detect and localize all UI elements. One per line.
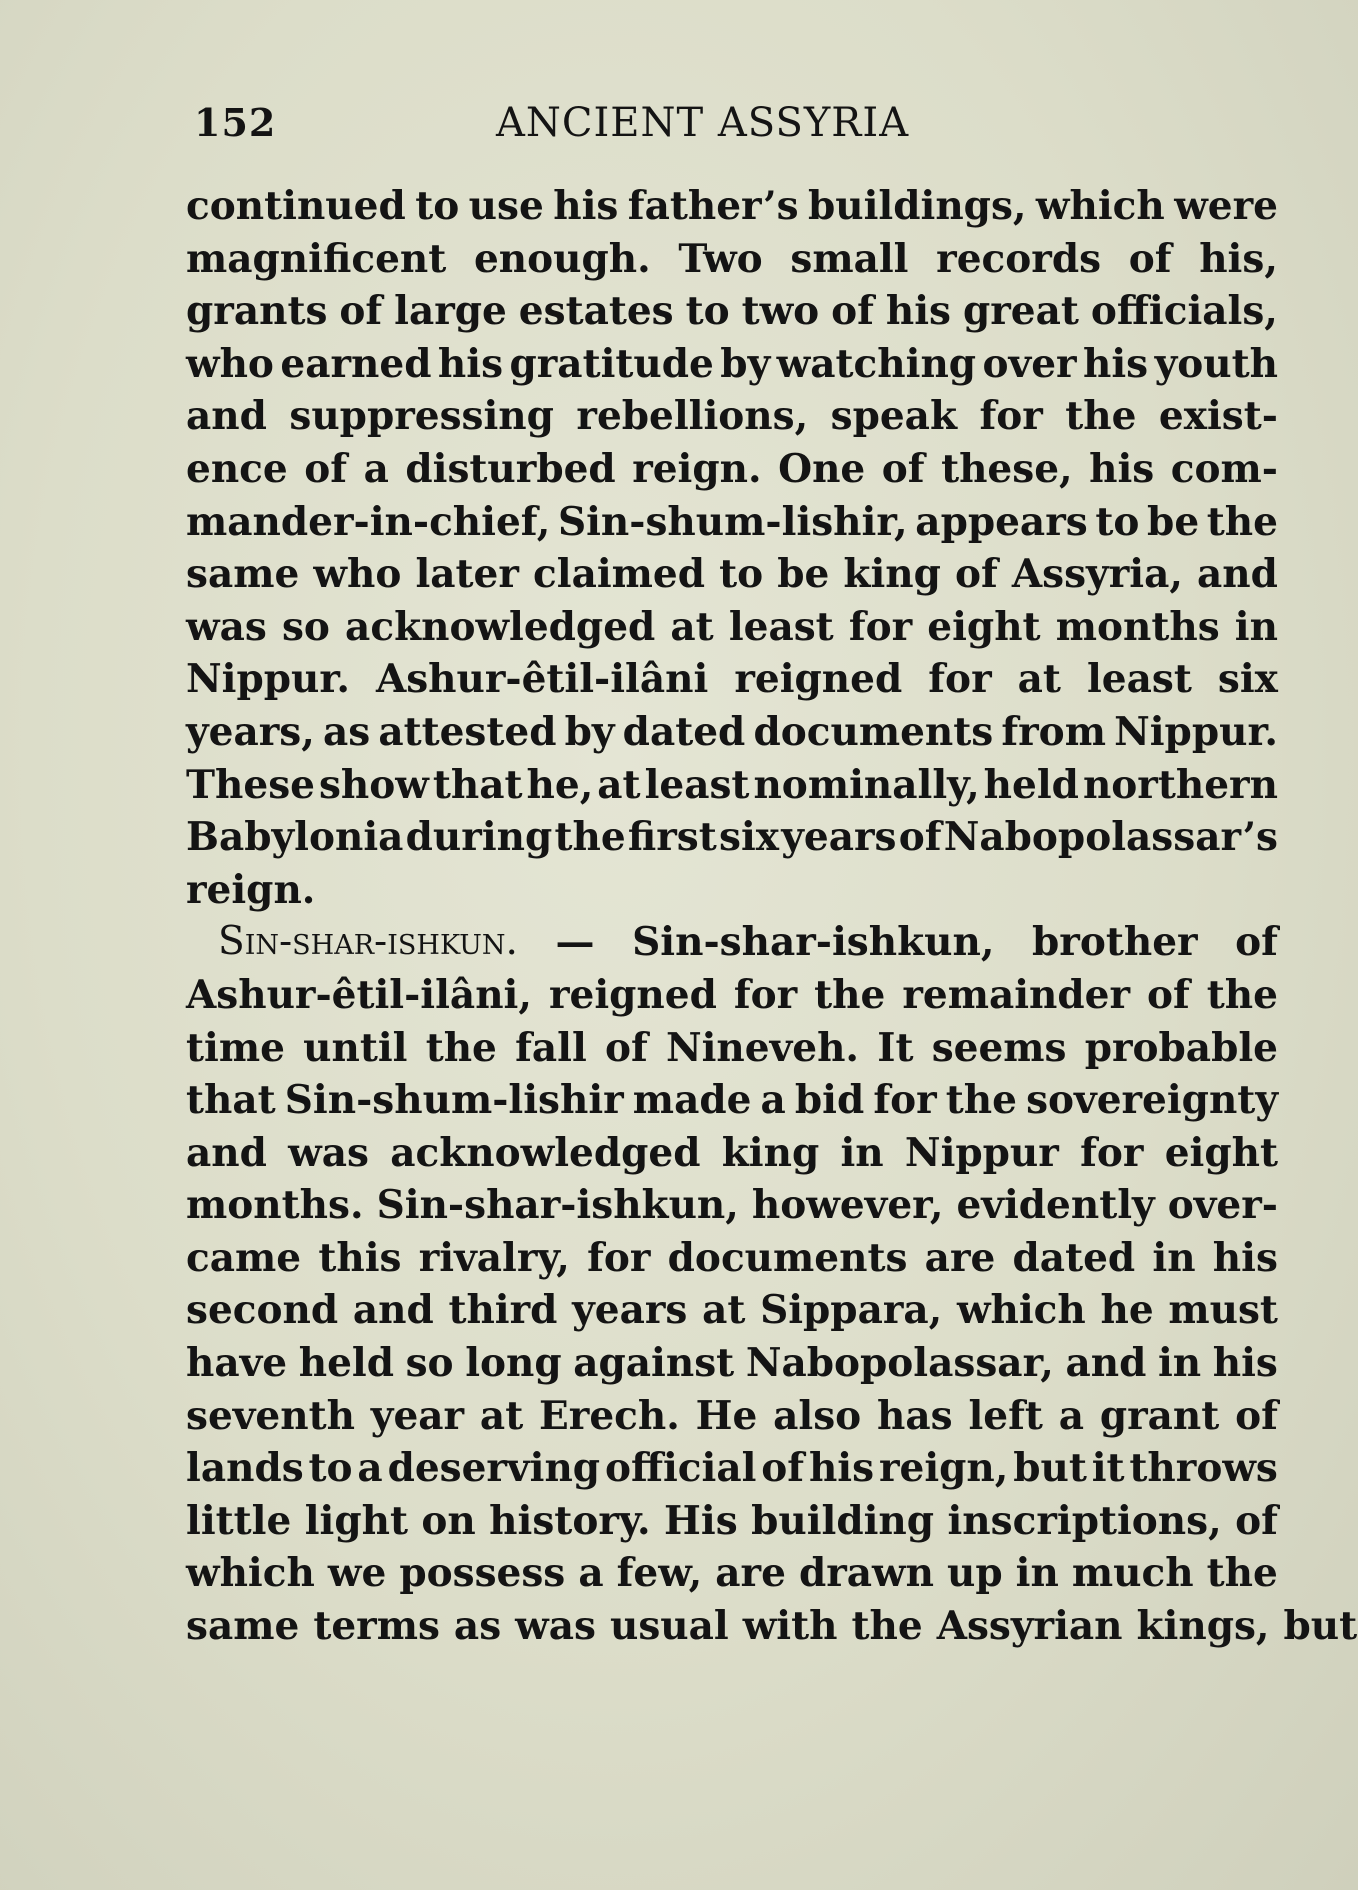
- word: but: [1013, 1445, 1087, 1492]
- word: during: [405, 814, 553, 861]
- word: in: [1157, 1340, 1202, 1387]
- word: his: [437, 340, 504, 387]
- word: earned: [280, 340, 432, 387]
- word: this: [318, 1234, 402, 1281]
- text-line: [186, 1547, 1278, 1600]
- text-line: [186, 496, 1278, 549]
- word: which: [1035, 183, 1165, 229]
- word: bid: [794, 1077, 865, 1124]
- word: his: [1212, 1234, 1278, 1281]
- word: these,: [941, 445, 1073, 492]
- word: he,: [526, 761, 594, 808]
- word: a: [760, 1077, 786, 1124]
- word: Nineveh.: [665, 1024, 860, 1071]
- word: official: [604, 1445, 757, 1492]
- word: of: [1128, 235, 1172, 282]
- word: reign.: [186, 866, 316, 913]
- word: least: [644, 761, 750, 808]
- word: His: [664, 1497, 738, 1544]
- word: his: [808, 1445, 875, 1492]
- word: Two: [678, 235, 763, 282]
- word: of: [761, 1445, 805, 1492]
- word: must: [1168, 1287, 1278, 1334]
- word: dated: [622, 708, 746, 755]
- word: Assyria,: [1011, 551, 1183, 598]
- word: enough.: [473, 235, 651, 282]
- word: are: [924, 1234, 996, 1281]
- word: were: [1174, 183, 1278, 229]
- word: claimed: [533, 551, 706, 598]
- word: same: [186, 1603, 300, 1650]
- word: with: [742, 1603, 838, 1650]
- word: king: [721, 1129, 820, 1176]
- word: brother: [1032, 919, 1198, 966]
- word: evidently: [956, 1182, 1155, 1229]
- word: of: [604, 1024, 648, 1071]
- word: six: [719, 814, 780, 861]
- word: the: [425, 1024, 497, 1071]
- word: his: [553, 183, 619, 229]
- text-line: [186, 864, 1278, 917]
- word: in: [840, 1129, 884, 1176]
- word: a: [357, 1445, 383, 1492]
- word: as: [453, 1603, 502, 1650]
- word: least: [1086, 656, 1192, 703]
- word: a: [1058, 1392, 1084, 1439]
- text-line: [186, 1127, 1278, 1180]
- word: acknowledged: [390, 1129, 701, 1176]
- word: it: [1091, 1445, 1125, 1492]
- word: year: [370, 1392, 465, 1439]
- word: king: [843, 551, 941, 598]
- word: from: [1001, 708, 1106, 755]
- word: the: [1206, 498, 1278, 545]
- word: the: [814, 971, 886, 1018]
- word: These: [186, 761, 315, 808]
- word: the: [1206, 1550, 1278, 1597]
- word: gratitude: [509, 340, 714, 387]
- word: for: [928, 656, 992, 703]
- word: ence: [186, 445, 288, 492]
- word: Ashur-êtil-ilâni: [375, 656, 709, 703]
- word: so: [281, 603, 330, 650]
- word: against: [573, 1340, 735, 1387]
- word: youth: [1154, 340, 1278, 387]
- word: for: [733, 971, 798, 1018]
- word: his: [1212, 1340, 1278, 1387]
- word: two: [741, 288, 820, 335]
- text-line: [186, 1232, 1278, 1285]
- word: to: [1095, 498, 1140, 545]
- text-line: [186, 1022, 1278, 1075]
- word: left: [968, 1392, 1043, 1439]
- word: buildings,: [807, 183, 1027, 229]
- word: later: [415, 551, 519, 598]
- word: months: [1055, 603, 1220, 650]
- word: in: [1015, 1550, 1059, 1597]
- text-line: [186, 390, 1278, 443]
- word: over: [982, 340, 1077, 387]
- word: reigned: [548, 971, 717, 1018]
- word: of: [898, 814, 942, 861]
- text-line: [186, 338, 1278, 391]
- word: but: [1283, 1603, 1358, 1650]
- word: Sippara,: [760, 1287, 943, 1334]
- word: the: [945, 1077, 1017, 1124]
- word: Assyrian: [936, 1603, 1123, 1650]
- word: up: [947, 1550, 1003, 1597]
- word: by: [564, 708, 615, 755]
- word: Sin-shar-ishkun,: [632, 919, 995, 966]
- word: Sin-shar-ishkun,: [376, 1182, 739, 1229]
- word: reigned: [734, 656, 903, 703]
- word: Sin-shum-lishir: [284, 1077, 624, 1124]
- word: a: [363, 445, 389, 492]
- word: his: [885, 288, 952, 335]
- word: little: [186, 1497, 292, 1544]
- word: acknowledged: [345, 603, 656, 650]
- word: be: [1147, 498, 1200, 545]
- word: attested: [378, 708, 557, 755]
- word: his: [1089, 445, 1155, 492]
- word: reign.: [632, 445, 762, 492]
- word: for: [848, 603, 913, 650]
- word: who: [313, 551, 402, 598]
- word: show: [318, 761, 429, 808]
- word: small: [790, 235, 909, 282]
- word: use: [468, 183, 544, 229]
- word: years,: [186, 708, 315, 755]
- word: Sin-shum-lishir,: [557, 498, 908, 545]
- word: light: [304, 1497, 408, 1544]
- word: of: [1235, 919, 1278, 966]
- word: seems: [931, 1024, 1067, 1071]
- word: same: [186, 551, 300, 598]
- word: long: [465, 1340, 562, 1387]
- word: Nabopolassar’s: [943, 814, 1278, 861]
- word: and: [352, 1287, 434, 1334]
- text-line: [186, 1074, 1278, 1127]
- word: in: [1234, 603, 1278, 650]
- word: documents: [667, 1234, 908, 1281]
- word: over-: [1167, 1182, 1278, 1229]
- word: we: [327, 1550, 387, 1597]
- word: for: [587, 1234, 651, 1281]
- word: documents: [753, 708, 994, 755]
- text-line: [186, 916, 1278, 969]
- word: grants: [186, 288, 328, 335]
- word: and: [1065, 1340, 1147, 1387]
- word: he: [1100, 1287, 1154, 1334]
- text-line: [186, 653, 1278, 706]
- word: was: [515, 1603, 596, 1650]
- text-line: [186, 706, 1278, 759]
- text-line: [186, 180, 1278, 233]
- word: the: [1065, 393, 1137, 440]
- word: was: [288, 1129, 369, 1176]
- text-line: [186, 1495, 1278, 1548]
- word: years: [781, 814, 897, 861]
- word: com-: [1170, 445, 1278, 492]
- word: however,: [751, 1182, 944, 1229]
- word: It: [877, 1024, 914, 1071]
- word: and: [186, 1129, 267, 1176]
- word: watching: [776, 340, 977, 387]
- word: of: [881, 445, 925, 492]
- word: history.: [489, 1497, 651, 1544]
- word: at: [479, 1392, 524, 1439]
- word: was: [186, 603, 267, 650]
- word: rivalry,: [418, 1234, 570, 1281]
- word: held: [983, 761, 1079, 808]
- word: lands: [186, 1445, 304, 1492]
- word: are: [715, 1550, 786, 1597]
- word: six: [1217, 656, 1278, 703]
- word: to: [685, 288, 730, 335]
- word: dated: [1012, 1234, 1136, 1281]
- word: usual: [609, 1603, 729, 1650]
- word: Nippur: [904, 1129, 1059, 1176]
- text-line: [186, 233, 1278, 286]
- word: deserving: [387, 1445, 601, 1492]
- word: Sin-shar-ishkun.: [218, 919, 518, 965]
- word: of: [831, 288, 874, 335]
- word: have: [186, 1340, 288, 1387]
- word: continued: [186, 183, 406, 229]
- word: his,: [1199, 235, 1278, 282]
- page-number: 152: [194, 100, 277, 145]
- word: to: [308, 1445, 353, 1492]
- word: months.: [186, 1182, 364, 1229]
- word: and: [1197, 551, 1278, 598]
- word: least: [728, 603, 834, 650]
- word: as: [322, 708, 371, 755]
- text-line: [186, 759, 1278, 812]
- text-line: [186, 969, 1278, 1022]
- word: the: [851, 1603, 923, 1650]
- word: his: [1083, 340, 1149, 387]
- word: few,: [616, 1550, 703, 1597]
- word: sovereignty: [1026, 1077, 1278, 1124]
- word: nominally,: [753, 761, 980, 808]
- word: made: [632, 1077, 752, 1124]
- word: large: [394, 288, 507, 335]
- word: —: [555, 919, 595, 966]
- text-line: [186, 1284, 1278, 1337]
- word: at: [1017, 656, 1061, 703]
- word: possess: [399, 1550, 566, 1597]
- word: the: [1206, 971, 1278, 1018]
- running-title: ANCIENT ASSYRIA: [496, 100, 910, 146]
- word: has: [877, 1392, 953, 1439]
- word: drawn: [798, 1550, 934, 1597]
- word: and: [186, 393, 267, 440]
- word: of: [954, 551, 998, 598]
- word: years: [572, 1287, 688, 1334]
- word: eight: [927, 603, 1041, 650]
- word: by: [720, 340, 771, 387]
- word: remainder: [902, 971, 1131, 1018]
- word: Nabopolassar,: [745, 1340, 1054, 1387]
- word: speak: [830, 393, 957, 440]
- text-line: [186, 548, 1278, 601]
- text-line: [186, 285, 1278, 338]
- word: He: [695, 1392, 758, 1439]
- word: probable: [1084, 1024, 1278, 1071]
- word: held: [298, 1340, 394, 1387]
- page-header: [194, 96, 1294, 150]
- word: of: [1235, 1497, 1278, 1544]
- word: first: [627, 814, 717, 861]
- word: of: [1235, 1392, 1278, 1439]
- text-line: [186, 1179, 1278, 1232]
- word: building: [751, 1497, 935, 1544]
- word: rebellions,: [576, 393, 809, 440]
- word: of: [304, 445, 348, 492]
- word: northern: [1082, 761, 1278, 808]
- word: appears: [915, 498, 1088, 545]
- word: grant: [1099, 1392, 1220, 1439]
- word: Nippur.: [186, 656, 350, 703]
- word: suppressing: [289, 393, 554, 440]
- word: until: [303, 1024, 408, 1071]
- text-line: [186, 1442, 1278, 1495]
- word: second: [186, 1287, 339, 1334]
- word: to: [719, 551, 764, 598]
- word: Babylonia: [186, 814, 404, 861]
- word: on: [421, 1497, 476, 1544]
- text-line: [186, 601, 1278, 654]
- text-line: [186, 443, 1278, 496]
- word: for: [979, 393, 1043, 440]
- word: kings,: [1136, 1603, 1270, 1650]
- word: came: [186, 1234, 302, 1281]
- word: that: [186, 1077, 276, 1124]
- word: throws: [1129, 1445, 1278, 1492]
- word: One: [778, 445, 866, 492]
- word: fall: [515, 1024, 587, 1071]
- word: the: [554, 814, 626, 861]
- word: Erech.: [539, 1392, 680, 1439]
- word: much: [1071, 1550, 1194, 1597]
- word: third: [448, 1287, 558, 1334]
- word: for: [873, 1077, 937, 1124]
- word: that: [432, 761, 523, 808]
- word: disturbed: [405, 445, 616, 492]
- word: terms: [313, 1603, 440, 1650]
- word: estates: [518, 288, 674, 335]
- word: exist-: [1158, 393, 1278, 440]
- text-line: [186, 1600, 1358, 1653]
- word: which: [956, 1287, 1086, 1334]
- word: who: [186, 340, 274, 387]
- body-text: [186, 180, 1358, 1653]
- word: at: [670, 603, 714, 650]
- word: also: [773, 1392, 862, 1439]
- word: great: [962, 288, 1079, 335]
- word: in: [1152, 1234, 1196, 1281]
- word: Nippur.: [1114, 708, 1278, 755]
- word: of: [1147, 971, 1190, 1018]
- text-line: [186, 1390, 1278, 1443]
- word: magnificent: [186, 235, 447, 282]
- word: of: [339, 288, 383, 335]
- word: reign,: [878, 1445, 1009, 1492]
- word: inscriptions,: [947, 1497, 1222, 1544]
- word: at: [597, 761, 641, 808]
- word: seventh: [186, 1392, 355, 1439]
- word: time: [186, 1024, 285, 1071]
- word: to: [415, 183, 460, 229]
- word: for: [1080, 1129, 1144, 1176]
- word: a: [578, 1550, 604, 1597]
- word: officials,: [1090, 288, 1278, 335]
- word: which: [186, 1550, 315, 1597]
- word: father’s: [627, 183, 799, 229]
- word: at: [702, 1287, 746, 1334]
- text-line: [186, 811, 1278, 864]
- word: be: [777, 551, 830, 598]
- word: so: [405, 1340, 454, 1387]
- text-line: [186, 1337, 1278, 1390]
- word: Ashur-êtil-ilâni,: [186, 971, 532, 1018]
- word: mander-in-chief,: [186, 498, 551, 545]
- word: eight: [1164, 1129, 1278, 1176]
- word: records: [936, 235, 1102, 282]
